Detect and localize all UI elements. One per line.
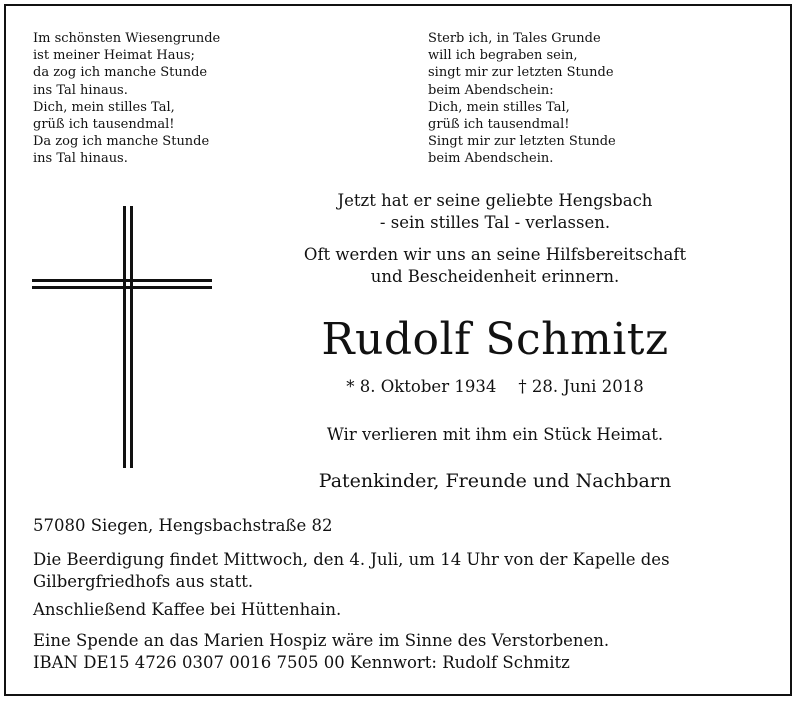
poem-line: Dich, mein stilles Tal, [428, 99, 570, 115]
poem-line: grüß ich tausendmal! [428, 117, 570, 133]
intro-text [270, 190, 720, 234]
death-date: † 28. Juni 2018 [518, 377, 644, 396]
poem-line: Dich, mein stilles Tal, [33, 99, 175, 115]
poem-line: will ich begraben sein, [428, 48, 578, 64]
address: 57080 Siegen, Hengsbachstraße 82 [33, 516, 333, 535]
life-dates [270, 376, 720, 398]
poem-right [428, 30, 616, 168]
funeral-line: Gilbergfriedhofs aus statt. [33, 572, 254, 591]
poem-line: ins Tal hinaus. [33, 82, 128, 98]
poem-line: Da zog ich manche Stunde [33, 134, 210, 150]
memory-line: Oft werden wir uns an seine Hilfsbereitschaft [303, 245, 687, 264]
poem-line: singt mir zur letzten Stunde [428, 65, 614, 81]
poem-line: ins Tal hinaus. [33, 151, 128, 167]
funeral-line: Die Beerdigung findet Mittwoch, den 4. Juli, um 14 Uhr von der Kapelle des [33, 550, 670, 569]
mourners: Patenkinder, Freunde und Nachbarn [318, 470, 672, 492]
donation-line: IBAN DE15 4726 0307 0016 7505 00 Kennwort: Rudolf Schmitz [33, 653, 570, 672]
poem-line: Singt mir zur letzten Stunde [428, 134, 616, 150]
heimat-text: Wir verlieren mit ihm ein Stück Heimat. [326, 425, 664, 444]
poem-line: beim Abendschein: [428, 82, 554, 98]
poem-line: Im schönsten Wiesengrunde [33, 31, 221, 46]
intro-line: Jetzt hat er seine geliebte Hengsbach [337, 191, 653, 210]
cross-icon [32, 206, 212, 468]
donation-info [33, 630, 609, 674]
birth-date: * 8. Oktober 1934 [346, 377, 497, 396]
coffee-info: Anschließend Kaffee bei Hüttenhain. [33, 600, 342, 619]
poem-line: grüß ich tausendmal! [33, 117, 175, 133]
memory-line: und Bescheidenheit erinnern. [370, 267, 620, 286]
memory-text [270, 244, 720, 288]
poem-line: Sterb ich, in Tales Grunde [428, 31, 601, 46]
intro-line: - sein stilles Tal - verlassen. [379, 213, 611, 232]
deceased-name: Rudolf Schmitz [321, 314, 669, 365]
poem-line: da zog ich manche Stunde [33, 65, 208, 81]
donation-line: Eine Spende an das Marien Hospiz wäre im Sinne des Verstorbenen. [33, 631, 610, 650]
poem-line: beim Abendschein. [428, 151, 554, 167]
funeral-info [33, 549, 670, 593]
poem-line: ist meiner Heimat Haus; [33, 48, 195, 64]
poem-left [33, 30, 220, 168]
